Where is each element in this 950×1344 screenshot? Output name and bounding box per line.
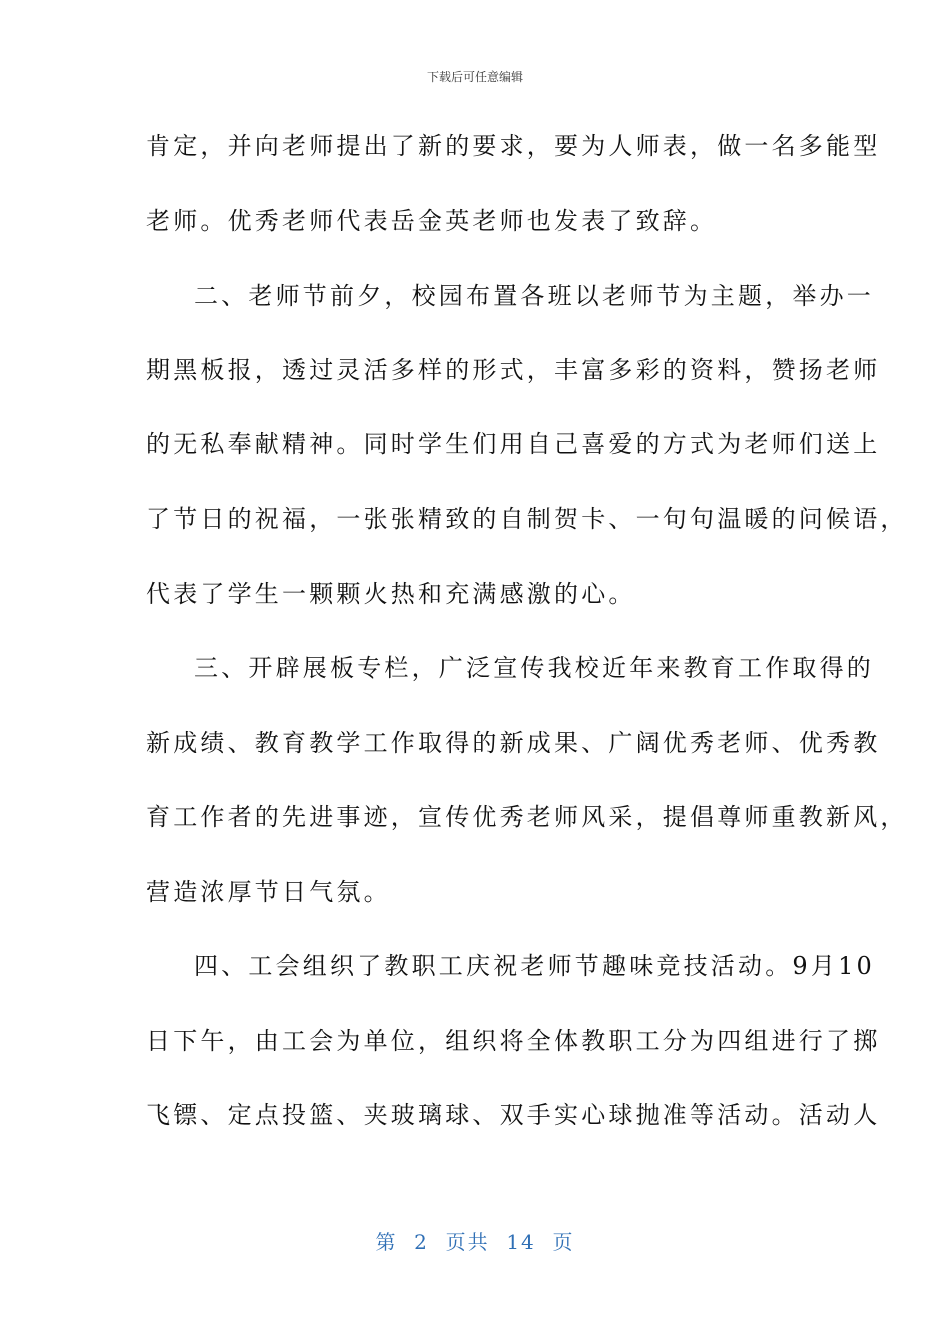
body-line-2: 老师。优秀老师代表岳金英老师也发表了致辞。 [146,207,718,235]
body-line-4: 期黑板报，透过灵活多样的形式，丰富多彩的资料，赞扬老师 [146,356,881,384]
paragraph-2-line-1: 二、老师节前夕，校园布置各班以老师节为主题，举办一 [194,282,874,310]
body-line-5: 的无私奉献精神。同时学生们用自己喜爱的方式为老师们送上 [146,430,881,458]
body-line-10: 育工作者的先进事迹，宣传优秀老师风采，提倡尊师重教新风， [146,803,908,831]
body-line-11: 营造浓厚节日气氛。 [146,878,391,906]
body-line-1: 肯定，并向老师提出了新的要求，要为人师表，做一名多能型 [146,132,881,160]
body-line-13: 日下午，由工会为单位，组织将全体教职工分为四组进行了掷 [146,1027,881,1055]
page-header: 下载后可任意编辑 [426,70,523,84]
body-line-6: 了节日的祝福，一张张精致的自制贺卡、一句句温暖的问候语， [146,505,908,533]
body-line-14: 飞镖、定点投篮、夹玻璃球、双手实心球抛准等活动。活动人 [146,1101,881,1129]
page-footer [0,1226,950,1255]
body-line-9: 新成绩、教育教学工作取得的新成果、广阔优秀老师、优秀教 [146,729,881,757]
paragraph-4-line-1: 四、工会组织了教职工庆祝老师节趣味竞技活动。9月10 [194,952,876,980]
page-number-text: 第 2 页共 14 页 [375,1230,575,1254]
body-line-7: 代表了学生一颗颗火热和充满感激的心。 [146,580,636,608]
paragraph-3-line-1: 三、开辟展板专栏，广泛宣传我校近年来教育工作取得的 [194,654,874,682]
